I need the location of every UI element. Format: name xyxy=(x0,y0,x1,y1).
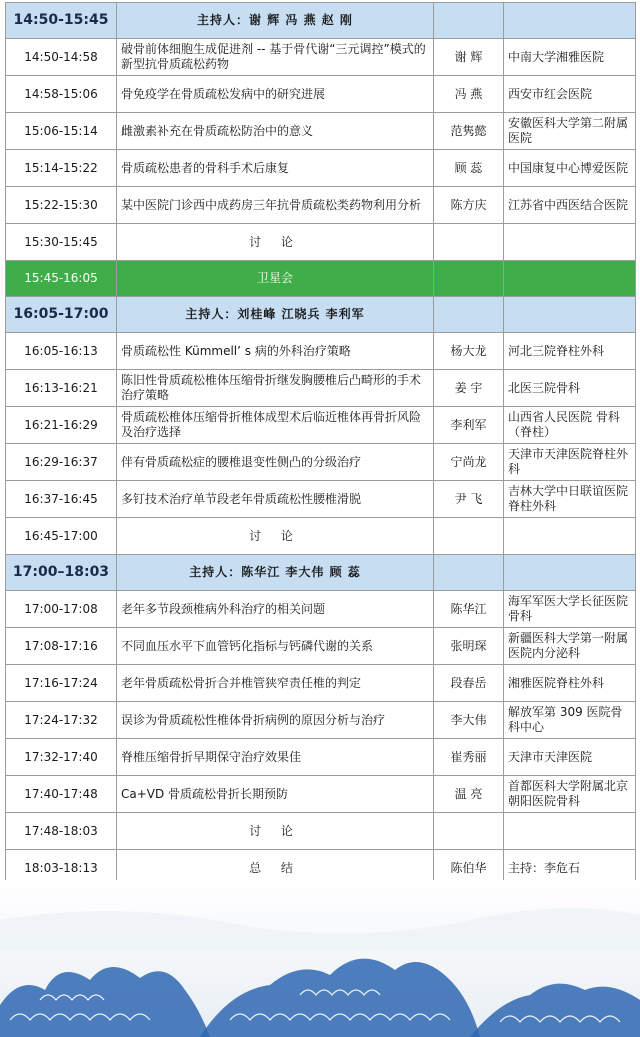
row-speaker: 段春岳 xyxy=(434,665,504,702)
session-blank xyxy=(434,297,504,333)
row-org xyxy=(504,813,636,850)
row-time: 16:29-16:37 xyxy=(6,444,117,481)
talk-row xyxy=(6,776,636,813)
talk-row xyxy=(6,739,636,776)
session-header xyxy=(6,297,636,333)
row-title: 讨 论 xyxy=(117,224,434,261)
session-blank xyxy=(504,3,636,39)
row-speaker: 姜 宇 xyxy=(434,370,504,407)
row-speaker: 陈伯华 xyxy=(434,850,504,887)
row-time: 16:05-16:13 xyxy=(6,333,117,370)
row-speaker: 冯 燕 xyxy=(434,76,504,113)
row-org: 西安市红会医院 xyxy=(504,76,636,113)
row-speaker xyxy=(434,518,504,555)
row-org: 新疆医科大学第一附属医院内分泌科 xyxy=(504,628,636,665)
row-org: 河北三院脊柱外科 xyxy=(504,333,636,370)
row-org xyxy=(504,518,636,555)
session-hosts: 主持人：陈华江 李大伟 顾 蕊 xyxy=(117,555,434,591)
row-title: 总 结 xyxy=(117,850,434,887)
talk-row xyxy=(6,665,636,702)
row-org: 天津市天津医院 xyxy=(504,739,636,776)
talk-row xyxy=(6,113,636,150)
discussion-row xyxy=(6,518,636,555)
talk-row xyxy=(6,407,636,444)
row-time: 17:48-18:03 xyxy=(6,813,117,850)
talk-row xyxy=(6,150,636,187)
row-speaker xyxy=(434,813,504,850)
row-time: 17:32-17:40 xyxy=(6,739,117,776)
row-org: 中国康复中心博爱医院 xyxy=(504,150,636,187)
talk-row xyxy=(6,187,636,224)
session-blank xyxy=(434,555,504,591)
row-org: 海军军医大学长征医院骨科 xyxy=(504,591,636,628)
row-time: 14:50-14:58 xyxy=(6,39,117,76)
row-time: 16:21-16:29 xyxy=(6,407,117,444)
session-header xyxy=(6,3,636,39)
session-time: 14:50-15:45 xyxy=(6,3,117,39)
row-time: 15:45-16:05 xyxy=(6,261,117,297)
talk-row xyxy=(6,39,636,76)
row-speaker: 谢 辉 xyxy=(434,39,504,76)
session-time: 17:00–18:03 xyxy=(6,555,117,591)
row-title: 讨 论 xyxy=(117,813,434,850)
row-time: 15:22-15:30 xyxy=(6,187,117,224)
row-time: 17:00-17:08 xyxy=(6,591,117,628)
talk-row xyxy=(6,370,636,407)
row-title: 骨免疫学在骨质疏松发病中的研究进展 xyxy=(117,76,434,113)
row-title: 老年骨质疏松骨折合并椎管狭窄责任椎的判定 xyxy=(117,665,434,702)
row-title: 伴有骨质疏松症的腰椎退变性侧凸的分级治疗 xyxy=(117,444,434,481)
talk-row xyxy=(6,481,636,518)
row-speaker: 温 亮 xyxy=(434,776,504,813)
row-org: 中南大学湘雅医院 xyxy=(504,39,636,76)
row-org: 首都医科大学附属北京朝阳医院骨科 xyxy=(504,776,636,813)
discussion-row xyxy=(6,813,636,850)
wave-decoration xyxy=(0,880,640,1037)
row-speaker: 尹 飞 xyxy=(434,481,504,518)
row-speaker xyxy=(434,224,504,261)
talk-row xyxy=(6,591,636,628)
session-blank xyxy=(504,555,636,591)
talk-row xyxy=(6,76,636,113)
row-speaker: 张明琛 xyxy=(434,628,504,665)
row-org: 解放军第 309 医院骨科中心 xyxy=(504,702,636,739)
session-blank xyxy=(504,297,636,333)
row-time: 17:08-17:16 xyxy=(6,628,117,665)
row-speaker: 李利军 xyxy=(434,407,504,444)
row-time: 16:45-17:00 xyxy=(6,518,117,555)
row-org: 主持：李危石 xyxy=(504,850,636,887)
session-time: 16:05-17:00 xyxy=(6,297,117,333)
row-time: 15:14-15:22 xyxy=(6,150,117,187)
row-speaker: 杨大龙 xyxy=(434,333,504,370)
row-speaker: 宁尚龙 xyxy=(434,444,504,481)
schedule-table xyxy=(5,2,636,887)
session-blank xyxy=(434,3,504,39)
row-title: 误诊为骨质疏松性椎体骨折病例的原因分析与治疗 xyxy=(117,702,434,739)
row-title: 卫星会 xyxy=(117,261,434,297)
talk-row xyxy=(6,444,636,481)
row-title: 讨 论 xyxy=(117,518,434,555)
row-title: 多钉技术治疗单节段老年骨质疏松性腰椎滑脱 xyxy=(117,481,434,518)
row-org: 湘雅医院脊柱外科 xyxy=(504,665,636,702)
row-title: 骨质疏松患者的骨科手术后康复 xyxy=(117,150,434,187)
row-org: 北医三院骨科 xyxy=(504,370,636,407)
talk-row xyxy=(6,333,636,370)
row-speaker: 陈方庆 xyxy=(434,187,504,224)
row-title: 骨质疏松椎体压缩骨折椎体成型术后临近椎体再骨折风险及治疗选择 xyxy=(117,407,434,444)
session-header xyxy=(6,555,636,591)
row-speaker: 李大伟 xyxy=(434,702,504,739)
row-org: 山西省人民医院 骨科（脊柱） xyxy=(504,407,636,444)
row-org: 天津市天津医院脊柱外科 xyxy=(504,444,636,481)
row-time: 15:30-15:45 xyxy=(6,224,117,261)
row-time: 14:58-15:06 xyxy=(6,76,117,113)
row-time: 17:24-17:32 xyxy=(6,702,117,739)
row-title: 陈旧性骨质疏松椎体压缩骨折继发胸腰椎后凸畸形的手术治疗策略 xyxy=(117,370,434,407)
row-speaker xyxy=(434,261,504,297)
row-org: 安徽医科大学第二附属医院 xyxy=(504,113,636,150)
row-time: 17:16-17:24 xyxy=(6,665,117,702)
session-hosts: 主持人：谢 辉 冯 燕 赵 刚 xyxy=(117,3,434,39)
row-speaker: 范隽懿 xyxy=(434,113,504,150)
row-title: 不同血压水平下血管钙化指标与钙磷代谢的关系 xyxy=(117,628,434,665)
row-org xyxy=(504,261,636,297)
row-time: 16:13-16:21 xyxy=(6,370,117,407)
discussion-row xyxy=(6,224,636,261)
row-speaker: 陈华江 xyxy=(434,591,504,628)
row-speaker: 顾 蕊 xyxy=(434,150,504,187)
row-time: 16:37-16:45 xyxy=(6,481,117,518)
row-title: 脊椎压缩骨折早期保守治疗效果佳 xyxy=(117,739,434,776)
row-org: 吉林大学中日联谊医院脊柱外科 xyxy=(504,481,636,518)
row-title: 骨质疏松性 Kümmell’ s 病的外科治疗策略 xyxy=(117,333,434,370)
row-time: 18:03-18:13 xyxy=(6,850,117,887)
session-hosts: 主持人：刘桂峰 江晓兵 李利军 xyxy=(117,297,434,333)
row-title: 老年多节段颈椎病外科治疗的相关问题 xyxy=(117,591,434,628)
satellite-row xyxy=(6,261,636,297)
row-time: 15:06-15:14 xyxy=(6,113,117,150)
talk-row xyxy=(6,702,636,739)
row-title: 某中医院门诊西中成药房三年抗骨质疏松类药物利用分析 xyxy=(117,187,434,224)
row-title: Ca+VD 骨质疏松骨折长期预防 xyxy=(117,776,434,813)
row-speaker: 崔秀丽 xyxy=(434,739,504,776)
row-org: 江苏省中西医结合医院 xyxy=(504,187,636,224)
talk-row xyxy=(6,628,636,665)
row-title: 破骨前体细胞生成促进剂 -- 基于骨代谢“三元调控”模式的新型抗骨质疏松药物 xyxy=(117,39,434,76)
row-title: 雌激素补充在骨质疏松防治中的意义 xyxy=(117,113,434,150)
row-org xyxy=(504,224,636,261)
row-time: 17:40-17:48 xyxy=(6,776,117,813)
